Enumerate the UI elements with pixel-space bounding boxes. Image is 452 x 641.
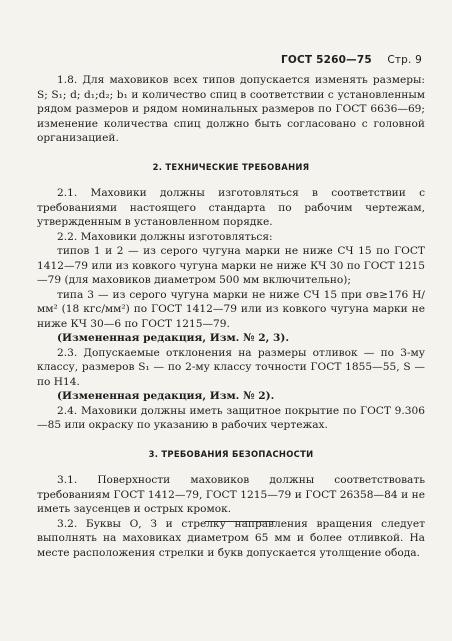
paragraph-2-2-types-1-2: типов 1 и 2 — из серого чугуна марки не ниже СЧ 15 по ГОСТ 1412—79 или из ковкого чугуна марки не ниже КЧ 30 по ГОСТ 1215—79 (для маховиков диаметром 500 мм включительно); (37, 245, 425, 286)
paragraph-2-2-type-3: типа 3 — из серого чугуна марки не ниже СЧ 15 при σв≥176 Н/мм² (18 кгс/мм²) по ГОСТ 1412—79 или из ковкого чугуна марки не ниже КЧ 30—6 по ГОСТ 1215—79. (37, 288, 425, 330)
amendment-note-1: (Измененная редакция, Изм. № 2, 3). (57, 332, 290, 344)
section-heading-technical-requirements: 2. ТЕХНИЧЕСКИЕ ТРЕБОВАНИЯ (152, 161, 310, 172)
page-header (281, 54, 422, 66)
paragraph-3-2: 3.2. Буквы О, З и стрелку направления вращения следует выполнять на маховиках диаметром 65 мм и более отливкой. На месте расположения стрелки и букв допускается утолщение обода. (37, 517, 425, 559)
page-number: Стр. 9 (387, 54, 422, 66)
end-divider-line (205, 521, 275, 522)
paragraph-1-8: 1.8. Для маховиков всех типов допускается изменять размеры: S; S₁; d; d₁;d₂; b₁ и количество спиц в соответствии с установленным рядом размеров и рядом номинальных размеров по ГОСТ 6636—69; изменение количества спиц должно быть согласовано с головной организацией. (37, 74, 425, 144)
amendment-note-2: (Измененная редакция, Изм. № 2). (57, 390, 275, 402)
document-body (37, 73, 425, 560)
section-heading-safety-requirements: 3. ТРЕБОВАНИЯ БЕЗОПАСНОСТИ (148, 448, 314, 459)
paragraph-2-2: 2.2. Маховики должны изготовляться: (57, 230, 273, 243)
paragraph-2-4: 2.4. Маховики должны иметь защитное покрытие по ГОСТ 9.306—85 или окраску по указанию в рабочих чертежах. (37, 404, 425, 431)
paragraph-2-1: 2.1. Маховики должны изготовляться в соответствии с требованиями настоящего стандарта по рабочим чертежам, утвержденным в установленном порядке. (37, 187, 425, 228)
paragraph-3-1: 3.1. Поверхности маховиков должны соответствовать требованиям ГОСТ 1412—79, ГОСТ 1215—79 и ГОСТ 26358—84 и не иметь заусенцев и острых кромок. (37, 474, 425, 515)
paragraph-2-3: 2.3. Допускаемые отклонения на размеры отливок — по 3-му классу, размеров S₁ — по 2-му классу точности ГОСТ 1855—55, S — по H14. (37, 346, 425, 388)
gost-number: ГОСТ 5260—75 (281, 54, 372, 66)
